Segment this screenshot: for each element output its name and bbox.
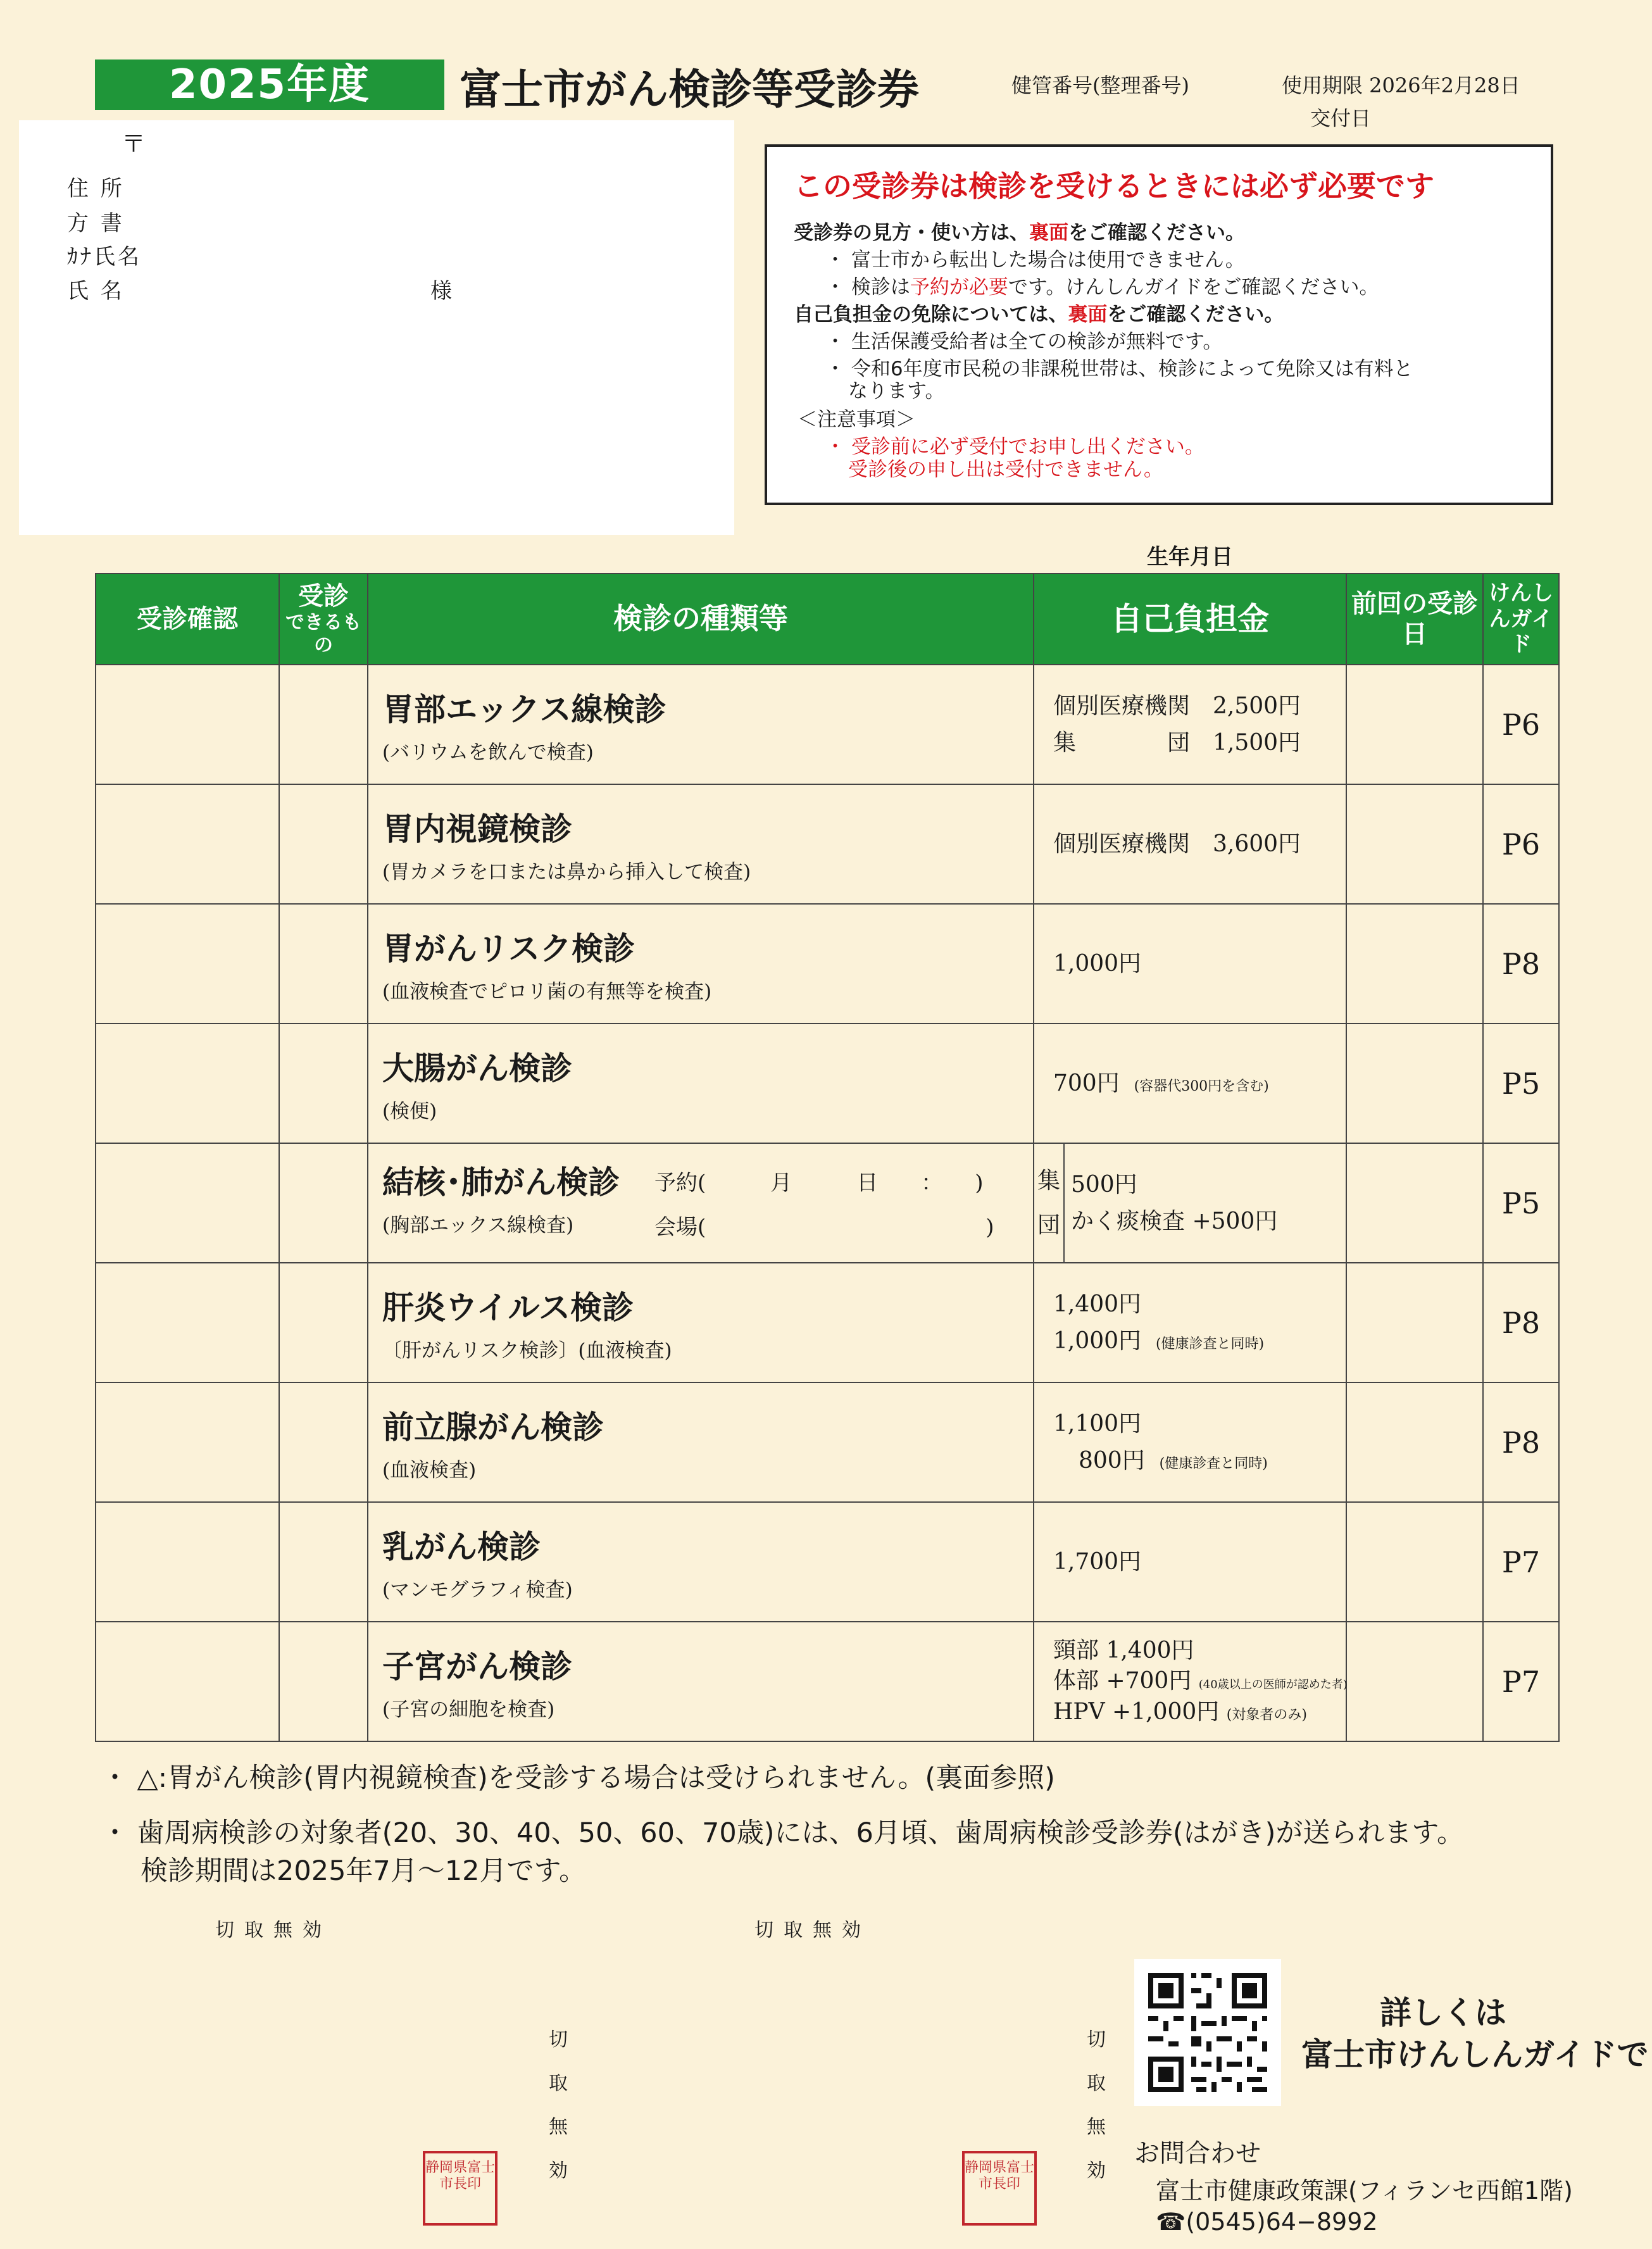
notice-bullet-tax-exempt: ・ 令和6年度市民税の非課税世帯は、検診によって免除又は有料と (825, 358, 1413, 380)
eligible-cell (279, 1502, 368, 1622)
fee-cell: 頸部 1,400円 体部 +700円 (40歳以上の医師が認めた者) HPV +1,000円 (対象者のみ) (1034, 1622, 1346, 1741)
last-visit-cell (1346, 904, 1483, 1024)
guide-page: P7 (1483, 1622, 1559, 1741)
header-eligible: 受診 できるもの (279, 573, 368, 665)
venue-field: 会場( ) (654, 1214, 994, 1240)
guide-page: P6 (1483, 665, 1559, 784)
exam-cell: 胃がんリスク検診 (血液検査でピロリ菌の有無等を検査) (368, 904, 1034, 1024)
notice-bullet-welfare: ・ 生活保護受給者は全ての検診が無料です。 (825, 330, 1223, 353)
guide-page: P8 (1483, 1263, 1559, 1382)
contact-phone[interactable]: ☎(0545)64−8992 (1156, 2208, 1378, 2236)
header-fee: 自己負担金 (1034, 573, 1346, 665)
caution-label: ＜注意事項＞ (798, 408, 915, 431)
cut-invalid-2: 切取無効 (754, 1919, 871, 1941)
header-last-visit: 前回の受診日 (1346, 573, 1483, 665)
year-label: 2025年度 (95, 60, 444, 110)
honorific: 様 (430, 279, 454, 304)
note-gastric: ・ △:胃がん検診(胃内視鏡検査)を受診する場合は受けられません。(裏面参照) (101, 1762, 1055, 1794)
eligible-cell (279, 665, 368, 784)
confirm-cell (96, 1263, 279, 1382)
last-visit-cell (1346, 1502, 1483, 1622)
eligible-cell (279, 1263, 368, 1382)
guide-page: P7 (1483, 1502, 1559, 1622)
fee-cell: 1,100円 800円 (健康診査と同時) (1034, 1382, 1346, 1502)
last-visit-cell (1346, 1143, 1483, 1263)
table-row (96, 784, 1559, 904)
qr-code-graphic (1134, 1959, 1281, 2106)
eligible-cell (279, 1622, 368, 1741)
confirm-cell (96, 1502, 279, 1622)
eligible-cell (279, 904, 368, 1024)
eligible-cell (279, 1143, 368, 1263)
group-label-1: 集 (1037, 1167, 1060, 1194)
header-guide: けんしんガイド (1483, 573, 1559, 665)
exam-cell: 結核･肺がん検診 (胸部エックス線検査) 予約( 月 日 ： ) 会場( ) (368, 1143, 1034, 1263)
page-title: 富士市がん検診等受診券 (460, 65, 919, 114)
note-periodontal: ・ 歯周病検診の対象者(20、30、40、50、60、70歳)には、6月頃、歯周病検診受診券(はがき)が送られます。 (101, 1817, 1464, 1849)
last-visit-cell (1346, 784, 1483, 904)
reservation-field: 予約( 月 日 ： ) (654, 1170, 984, 1196)
official-seal: 静岡県富士市長印 (962, 2151, 1037, 2226)
guide-page: P8 (1483, 1382, 1559, 1502)
validity-date: 使用期限 2026年2月28日 (1282, 73, 1520, 97)
guide-page: P6 (1483, 784, 1559, 904)
last-visit-cell (1346, 1024, 1483, 1143)
table-row (96, 1143, 1559, 1263)
table-row (96, 904, 1559, 1024)
cut-invalid-vertical-1: 切 取 無 効 (549, 2029, 568, 2182)
fee-cell: 1,700円 (1034, 1502, 1346, 1622)
address-label: 住 所 (67, 176, 125, 201)
guide-page: P8 (1483, 904, 1559, 1024)
name-label: 氏 名 (67, 279, 125, 304)
confirm-cell (96, 1382, 279, 1502)
fee-cell: 個別医療機関 2,500円 集 団 1,500円 (1034, 665, 1346, 784)
notice-line-exemption: 自己負担金の免除については、裏面をご確認ください。 (794, 303, 1284, 326)
exam-cell: 大腸がん検診 (検便) (368, 1024, 1034, 1143)
table-row (96, 665, 1559, 784)
table-row (96, 1382, 1559, 1502)
cut-invalid-1: 切取無効 (215, 1919, 332, 1941)
fee-cell: 1,400円 1,000円 (健康診査と同時) (1034, 1263, 1346, 1382)
caution-line-2: 受診後の申し出は受付できません。 (848, 458, 1163, 481)
table-row (96, 1622, 1559, 1741)
exam-cell: 胃部エックス線検診 (バリウムを飲んで検査) (368, 665, 1034, 784)
exam-table (95, 573, 1558, 1742)
fee-cell: 1,000円 (1034, 904, 1346, 1024)
eligible-cell (279, 1024, 368, 1143)
caution-line-1: ・ 受診前に必ず受付でお申し出ください。 (825, 435, 1205, 458)
exam-cell: 肝炎ウイルス検診 〔肝がんリスク検診〕(血液検査) (368, 1263, 1034, 1382)
birthdate-label: 生年月日 (1147, 544, 1233, 570)
official-seal: 静岡県富士市長印 (423, 2151, 497, 2226)
notice-box (765, 144, 1553, 505)
exam-cell: 前立腺がん検診 (血液検査) (368, 1382, 1034, 1502)
table-row (96, 1502, 1559, 1622)
care-of-label: 方 書 (67, 211, 125, 236)
header-exam-type: 検診の種類等 (368, 573, 1034, 665)
contact-label: お問合わせ (1134, 2139, 1261, 2168)
fee-cell: 個別医療機関 3,600円 (1034, 784, 1346, 904)
guide-text-2: 富士市けんしんガイドで (1301, 2036, 1649, 2073)
last-visit-cell (1346, 1622, 1483, 1741)
guide-text-1: 詳しくは (1380, 1995, 1506, 2031)
qr-code-icon[interactable] (1134, 1959, 1281, 2106)
notice-heading: この受診券は検診を受けるときには必ず必要です (794, 169, 1434, 203)
notice-bullet-reservation: ・ 検診は予約が必要です。けんしんガイドをご確認ください。 (825, 276, 1379, 299)
exam-cell: 乳がん検診 (マンモグラフィ検査) (368, 1502, 1034, 1622)
notice-bullet-tax-exempt-cont: なります。 (848, 380, 945, 403)
kana-name-label: ｶﾅ氏名 (67, 244, 142, 270)
header-confirm: 受診確認 (96, 573, 279, 665)
contact-department: 富士市健康政策課(フィランセ西館1階) (1156, 2177, 1573, 2205)
notice-line-usage: 受診券の見方・使い方は、裏面をご確認ください。 (794, 222, 1245, 244)
control-number-label: 健管番号(整理番号) (1011, 73, 1189, 97)
eligible-cell (279, 1382, 368, 1502)
table-row (96, 1263, 1559, 1382)
guide-page: P5 (1483, 1024, 1559, 1143)
confirm-cell (96, 784, 279, 904)
notice-bullet-transfer: ・ 富士市から転出した場合は使用できません。 (825, 249, 1245, 272)
confirm-cell (96, 1143, 279, 1263)
confirm-cell (96, 1622, 279, 1741)
eligible-cell (279, 784, 368, 904)
fee-cell: 集 団 500円 かく痰検査 +500円 (1034, 1143, 1346, 1263)
postal-mark: 〒 (122, 130, 149, 158)
last-visit-cell (1346, 665, 1483, 784)
note-period: 検診期間は2025年7月～12月です。 (141, 1855, 587, 1887)
last-visit-cell (1346, 1263, 1483, 1382)
confirm-cell (96, 1024, 279, 1143)
confirm-cell (96, 904, 279, 1024)
issued-date-label: 交付日 (1310, 106, 1372, 130)
address-area (19, 120, 734, 535)
fee-cell: 700円 (容器代300円を含む) (1034, 1024, 1346, 1143)
exam-cell: 子宮がん検診 (子宮の細胞を検査) (368, 1622, 1034, 1741)
guide-page: P5 (1483, 1143, 1559, 1263)
exam-cell: 胃内視鏡検診 (胃カメラを口または鼻から挿入して検査) (368, 784, 1034, 904)
cut-invalid-vertical-2: 切 取 無 効 (1087, 2029, 1106, 2182)
confirm-cell (96, 665, 279, 784)
last-visit-cell (1346, 1382, 1483, 1502)
group-label-2: 団 (1037, 1212, 1060, 1238)
table-row (96, 1024, 1559, 1143)
